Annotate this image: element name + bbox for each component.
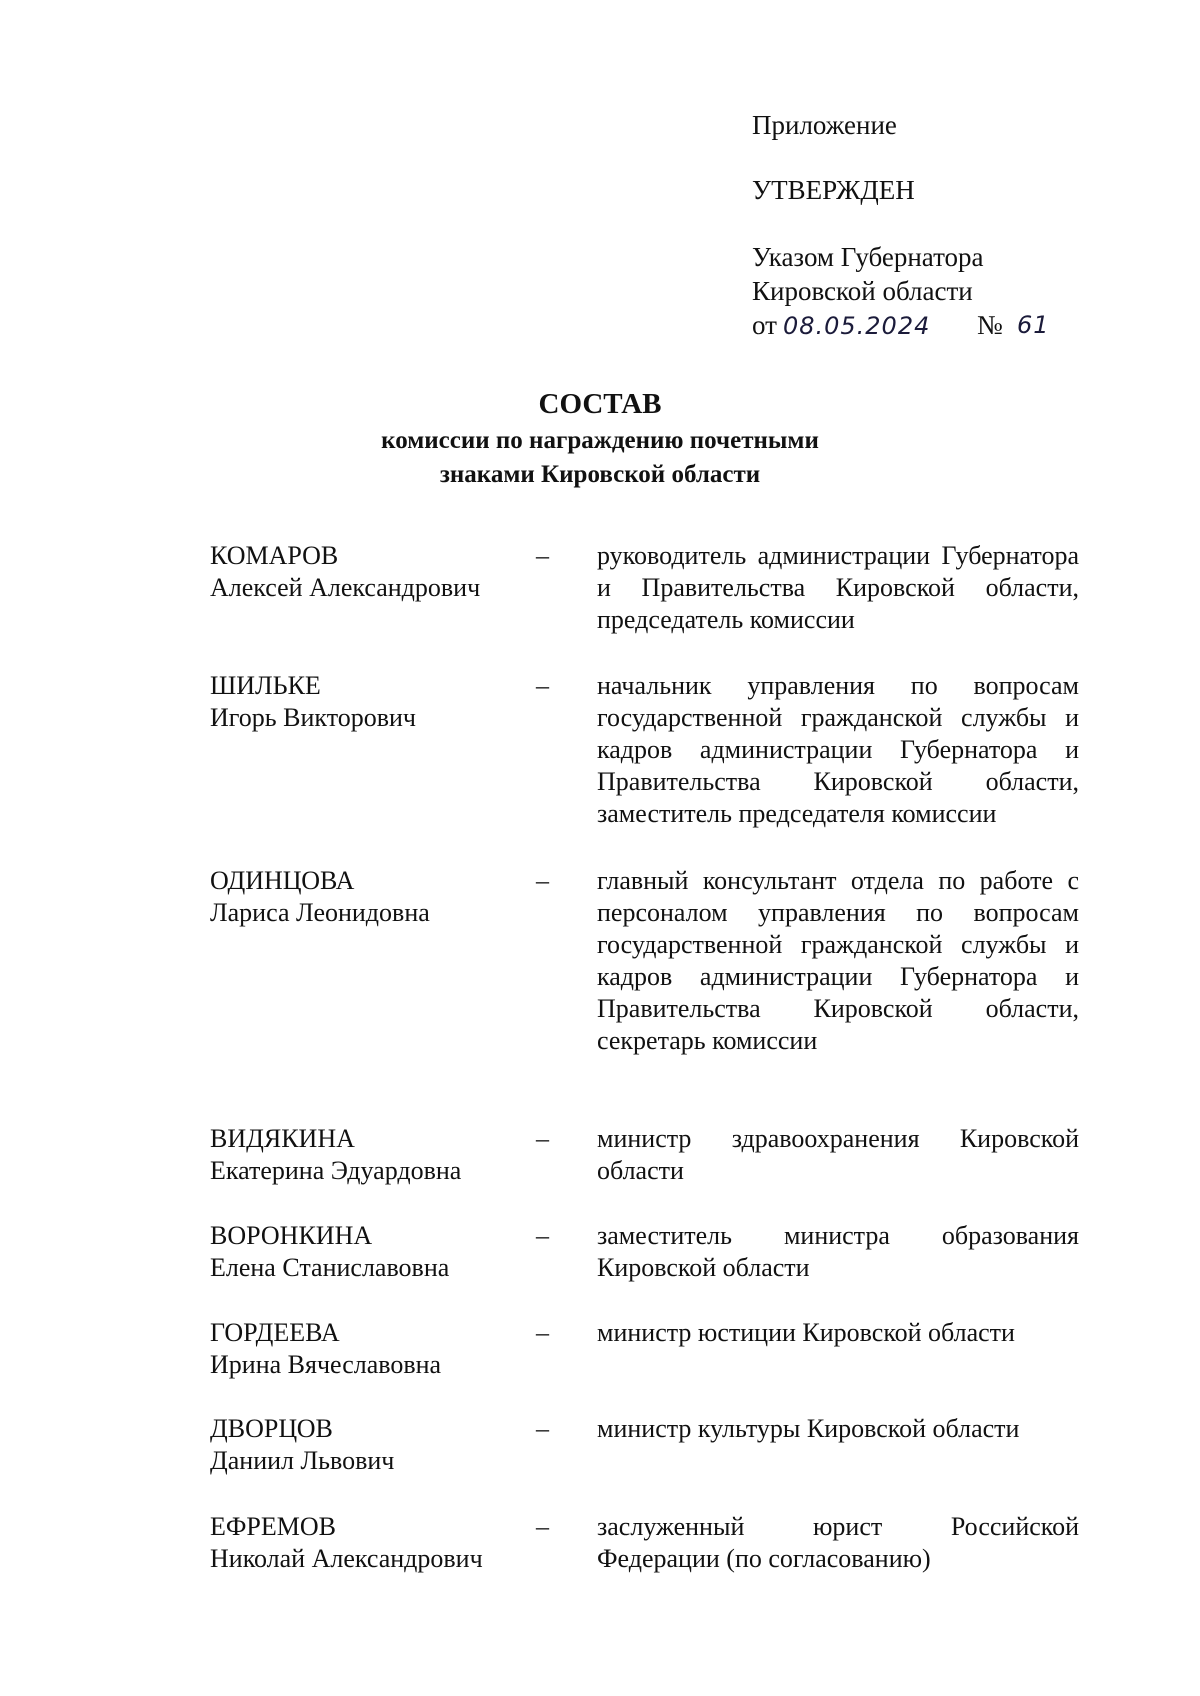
member-given-names: Лариса Леонидовна	[210, 898, 430, 927]
member-given-names: Николай Александрович	[210, 1544, 483, 1573]
member-position: министр культуры Кировской области	[597, 1414, 1020, 1443]
member-given-names: Алексей Александрович	[210, 573, 481, 602]
handwritten-date: 08.05.2024	[782, 312, 931, 340]
member-position: руководитель администрации Губернатора и Правительства Кировской области, председатель комиссии	[597, 541, 1079, 634]
member-position: заместитель министра образования Кировской области	[597, 1221, 1079, 1282]
member-position: заслуженный юрист Российской Федерации (по согласованию)	[597, 1512, 1079, 1573]
decree-line-1: Указом Губернатора	[752, 242, 984, 272]
member-given-names: Даниил Львович	[210, 1446, 395, 1475]
handwritten-number: 61	[1017, 311, 1050, 339]
member-given-names: Игорь Викторович	[210, 703, 416, 732]
approved-label: УТВЕРЖДЕН	[752, 175, 915, 205]
member-surname: КОМАРОВ	[210, 541, 339, 570]
member-surname: ШИЛЬКЕ	[210, 671, 321, 700]
member-surname: ВОРОНКИНА	[210, 1221, 373, 1250]
member-dash: –	[536, 1414, 549, 1443]
date-prefix: от	[752, 310, 777, 340]
decree-line-2: Кировской области	[752, 276, 973, 306]
member-surname: ЕФРЕМОВ	[210, 1512, 337, 1541]
member-dash: –	[536, 1318, 549, 1347]
member-surname: ОДИНЦОВА	[210, 866, 355, 895]
title-main: СОСТАВ	[538, 388, 662, 420]
member-dash: –	[536, 1512, 549, 1541]
document-title	[0, 384, 1200, 492]
number-label: №	[977, 310, 1003, 340]
title-sub-line-2: знаками Кировской области	[439, 461, 761, 488]
title-sub-line-1: комиссии по награждению почетными	[381, 427, 819, 454]
member-position: министр юстиции Кировской области	[597, 1318, 1015, 1347]
member-position: министр здравоохранения Кировской области	[597, 1124, 1079, 1185]
member-surname: ГОРДЕЕВА	[210, 1318, 340, 1347]
member-position: начальник управления по вопросам государственной гражданской службы и кадров администрации Губернатора и Правительства Кировской области, заместитель председателя комиссии	[597, 671, 1079, 828]
member-given-names: Екатерина Эдуардовна	[210, 1156, 462, 1185]
member-surname: ВИДЯКИНА	[210, 1124, 355, 1153]
member-given-names: Ирина Вячеславовна	[210, 1350, 442, 1379]
member-surname: ДВОРЦОВ	[210, 1414, 333, 1443]
appendix-label: Приложение	[752, 110, 897, 140]
member-dash: –	[536, 866, 549, 895]
member-given-names: Елена Станиславовна	[210, 1253, 450, 1282]
member-dash: –	[536, 1221, 549, 1250]
member-dash: –	[536, 541, 549, 570]
decree-date-number	[752, 308, 1050, 343]
member-dash: –	[536, 671, 549, 700]
member-dash: –	[536, 1124, 549, 1153]
member-position: главный консультант отдела по работе с персоналом управления по вопросам государственной гражданской службы и кадров администрации Губернатора и Правительства Кировской области, секретарь комиссии	[597, 866, 1079, 1055]
